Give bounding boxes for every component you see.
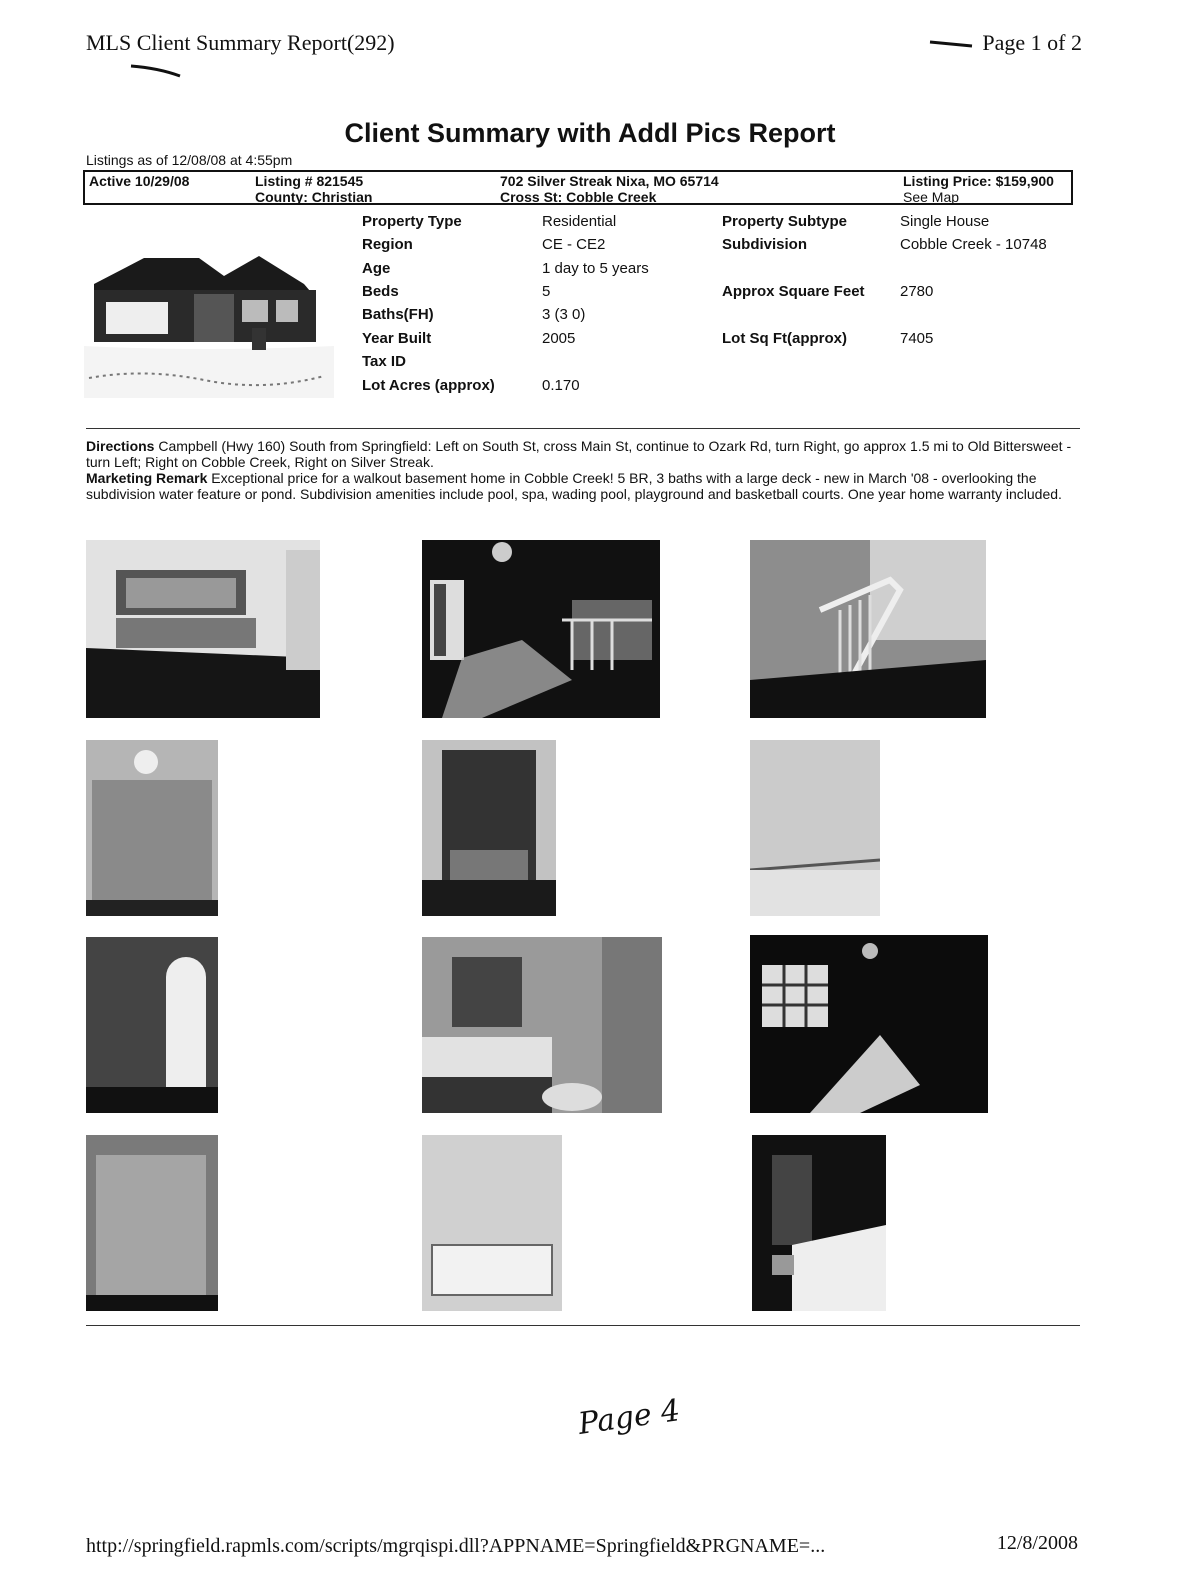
house-photo [84,228,334,398]
year-built-label: Year Built [362,330,432,347]
lot-sqft-value: 7405 [900,330,934,347]
property-type-label: Property Type [362,213,462,230]
directions-text: Campbell (Hwy 160) South from Springfield: Left on South St, cross Main St, continue to Ozark Rd, turn Right, go approx 1.5 mi to Old Bittersweet - turn Left; Right on Cobble Creek, Right on Silver Streak. [86,438,1072,470]
listing-cross-street: Cross St: Cobble Creek [500,189,657,205]
listing-number: Listing # 821545 [255,173,364,189]
interior-photo-room-2 [86,1135,218,1311]
age-value: 1 day to 5 years [542,260,649,277]
subdivision-label: Subdivision [722,236,808,253]
handwritten-page-note: Page 4 [576,1393,683,1442]
listings-as-of: Listings as of 12/08/08 at 4:55pm [86,152,293,168]
divider-top [86,428,1080,429]
interior-photo-dining [422,540,660,718]
region-value: CE - CE2 [542,236,606,253]
interior-photo-kitchen [86,540,320,718]
lot-acres-value: 0.170 [542,377,580,394]
directions [86,438,1080,470]
beds-value: 5 [542,283,551,300]
pen-mark-2 [928,36,978,52]
marketing-remark [86,470,1080,502]
interior-photo-room-1 [86,740,218,916]
listing-address: 702 Silver Streak Nixa, MO 65714 [500,173,719,189]
subdivision-value: Cobble Creek - 10748 [900,236,1047,253]
listing-summary-box [83,170,1073,205]
description-block [86,438,1080,502]
property-type-value: Residential [542,213,617,230]
interior-photo-bathroom [422,937,662,1113]
listing-county: County: Christian [255,189,373,205]
interior-photo-sink [752,1135,886,1311]
pen-mark [128,58,188,82]
interior-photo-staircase [750,540,986,718]
baths-value: 3 (3 0) [542,306,586,323]
interior-photo-arched-window [86,937,218,1113]
property-subtype-label: Property Subtype [722,213,848,230]
marketing-remark-label: Marketing Remark [86,470,208,486]
interior-photo-wall [750,740,880,916]
interior-photo-bedroom [750,935,988,1113]
baths-label: Baths(FH) [362,306,434,323]
beds-label: Beds [362,283,399,300]
interior-photo-bathtub [422,1135,562,1311]
sqft-label: Approx Square Feet [722,283,865,300]
listing-status: Active 10/29/08 [89,173,190,189]
marketing-remark-text: Exceptional price for a walkout basement home in Cobble Creek! 5 BR, 3 baths with a large deck - new in March '08 - overlooking the subdivision water feature or pond. Subdivision amenities include pool, spa, wading pool, playground and basketball courts. One year home warranty included. [86,470,1062,502]
region-label: Region [362,236,413,253]
page-indicator: Page 1 of 2 [982,30,1082,55]
footer-date: 12/8/2008 [996,1532,1078,1554]
age-label: Age [362,260,391,277]
divider-bottom [86,1325,1080,1326]
property-subtype-value: Single House [900,213,990,230]
report-header-title: MLS Client Summary Report(292) [86,30,395,55]
sqft-value: 2780 [900,283,934,300]
footer-url[interactable]: http://springfield.rapmls.com/scripts/mgrqispi.dll?APPNAME=Springfield&PRGNAME=... [86,1535,826,1557]
interior-photo-doorway [422,740,556,916]
see-map-link[interactable]: See Map [903,189,960,205]
lot-sqft-label: Lot Sq Ft(approx) [722,330,847,347]
year-built-value: 2005 [542,330,576,347]
report-title: Client Summary with Addl Pics Report [344,118,836,148]
directions-label: Directions [86,438,155,454]
listing-price: Listing Price: $159,900 [903,173,1054,189]
lot-acres-label: Lot Acres (approx) [362,377,495,394]
tax-id-label: Tax ID [362,353,406,370]
